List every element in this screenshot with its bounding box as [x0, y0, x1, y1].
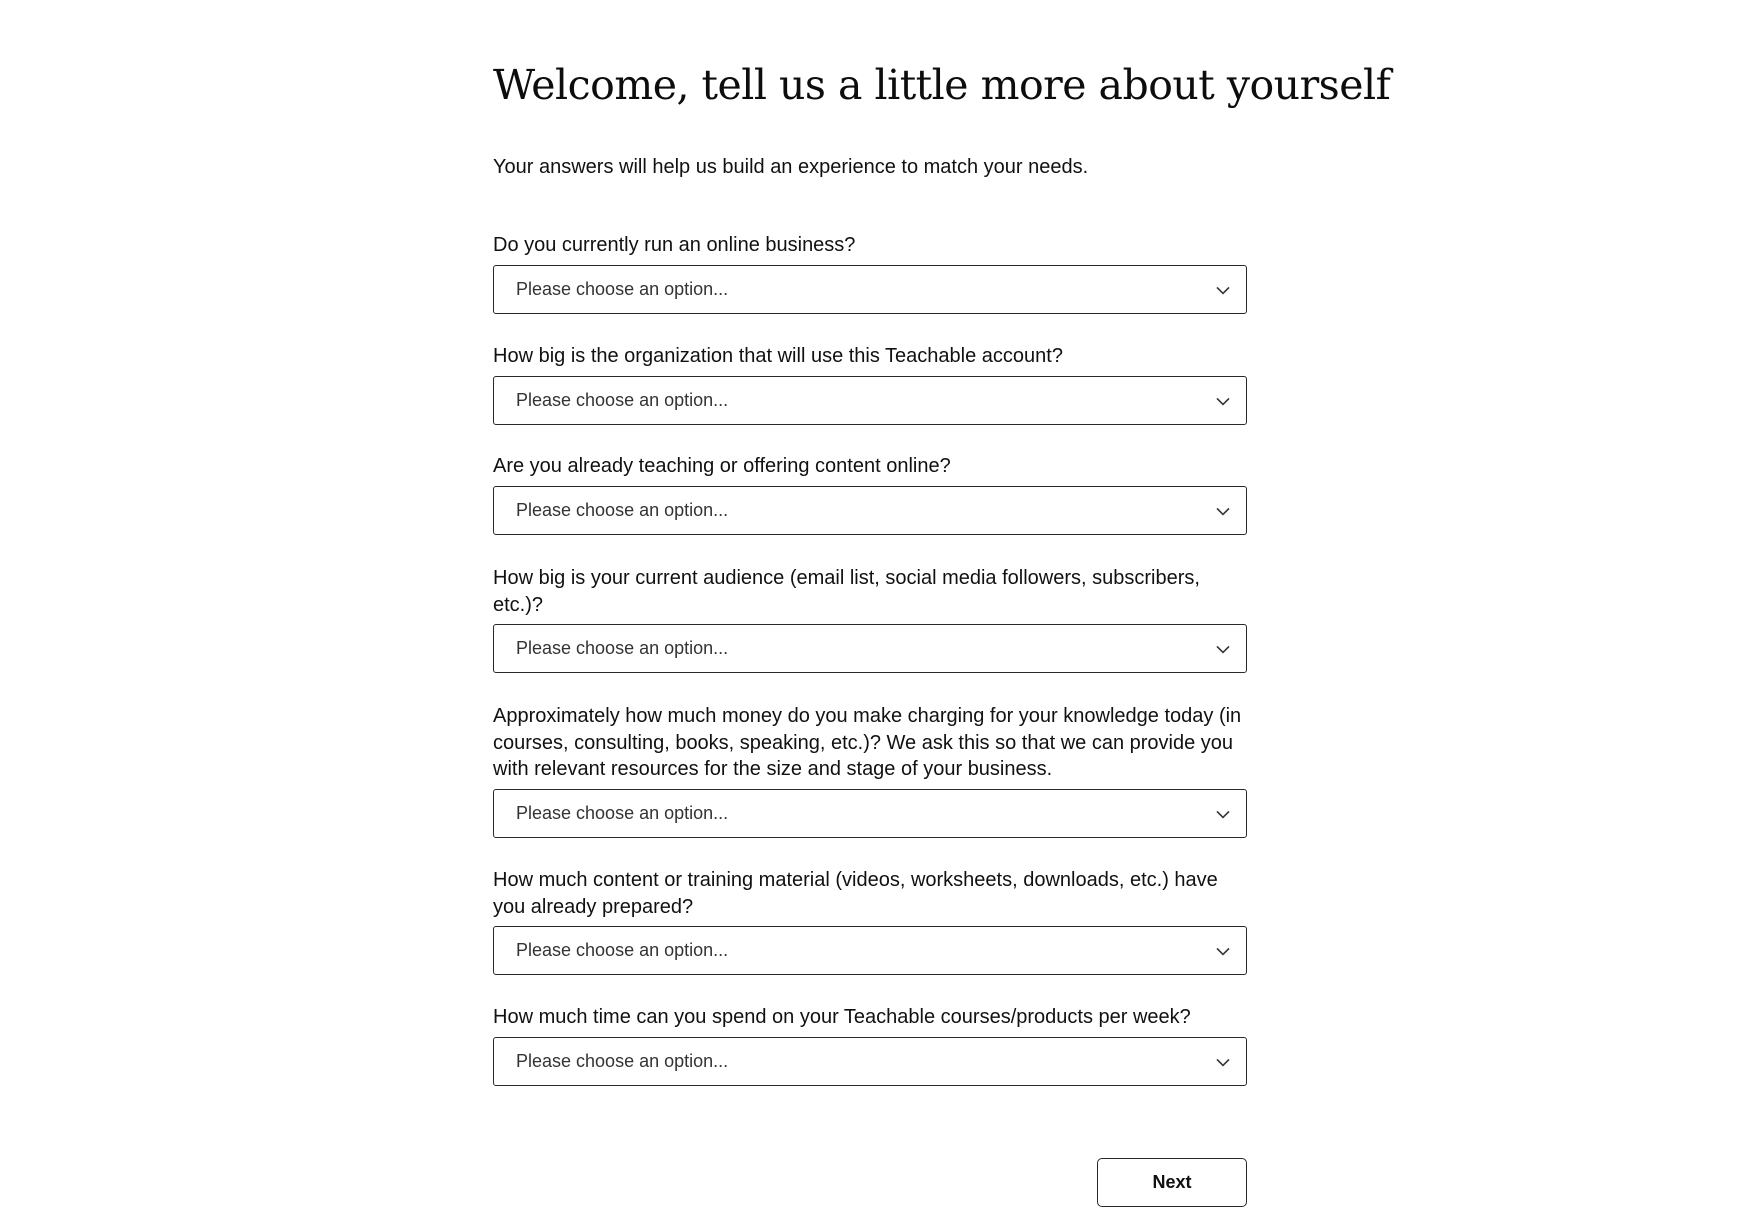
question-content-prepared — [493, 867, 1247, 975]
chevron-down-icon — [1216, 643, 1230, 657]
chevron-down-icon — [1216, 1055, 1230, 1069]
audience-size-select[interactable] — [493, 624, 1247, 673]
select-value: Please choose an option... — [516, 802, 729, 823]
question-teaching-online — [493, 453, 1247, 535]
select-value: Please choose an option... — [516, 638, 729, 658]
select-value: Please choose an option... — [516, 389, 729, 410]
question-audience-size — [493, 565, 1247, 673]
chevron-down-icon — [1216, 504, 1230, 518]
chevron-down-icon — [1216, 945, 1230, 959]
select-value: Please choose an option... — [516, 940, 729, 960]
question-organization-size — [493, 343, 1247, 425]
page-title: Welcome, tell us a little more about yourself — [493, 61, 1391, 109]
organization-size-select[interactable] — [493, 376, 1247, 425]
question-label: How big is the organization that will use this Teachable account? — [493, 345, 1063, 367]
online-business-select[interactable] — [493, 265, 1247, 314]
teaching-online-select[interactable] — [493, 486, 1247, 535]
select-value: Please choose an option... — [516, 499, 729, 520]
survey-form — [493, 52, 1391, 1071]
question-label: How much time can you spend on your Teachable courses/products per week? — [493, 1006, 1191, 1028]
chevron-down-icon — [1216, 283, 1230, 297]
next-button[interactable]: Next — [1097, 1158, 1247, 1207]
select-value: Please choose an option... — [516, 1050, 729, 1071]
chevron-down-icon — [1216, 394, 1230, 408]
question-knowledge-revenue — [493, 703, 1247, 838]
question-weekly-time — [493, 1004, 1247, 1086]
content-prepared-select[interactable] — [493, 926, 1247, 975]
question-label: Approximately how much money do you make charging for your knowledge today (in courses, consulting, books, speaking, etc.)? We ask this so that we can provide you with relevant resources for the size and stage of your business. — [493, 705, 1242, 780]
select-value: Please choose an option... — [516, 278, 729, 299]
question-online-business — [493, 232, 1247, 314]
question-label: Are you already teaching or offering content online? — [493, 455, 951, 477]
question-label: How big is your current audience (email list, social media followers, subscribers, etc.)? — [493, 567, 1200, 616]
question-label: How much content or training material (videos, worksheets, downloads, etc.) have you already prepared? — [493, 869, 1218, 918]
knowledge-revenue-select[interactable] — [493, 789, 1247, 838]
chevron-down-icon — [1216, 807, 1230, 821]
question-label: Do you currently run an online business? — [493, 234, 856, 256]
weekly-time-select[interactable] — [493, 1037, 1247, 1086]
page-subtitle: Your answers will help us build an experience to match your needs. — [493, 156, 1089, 178]
